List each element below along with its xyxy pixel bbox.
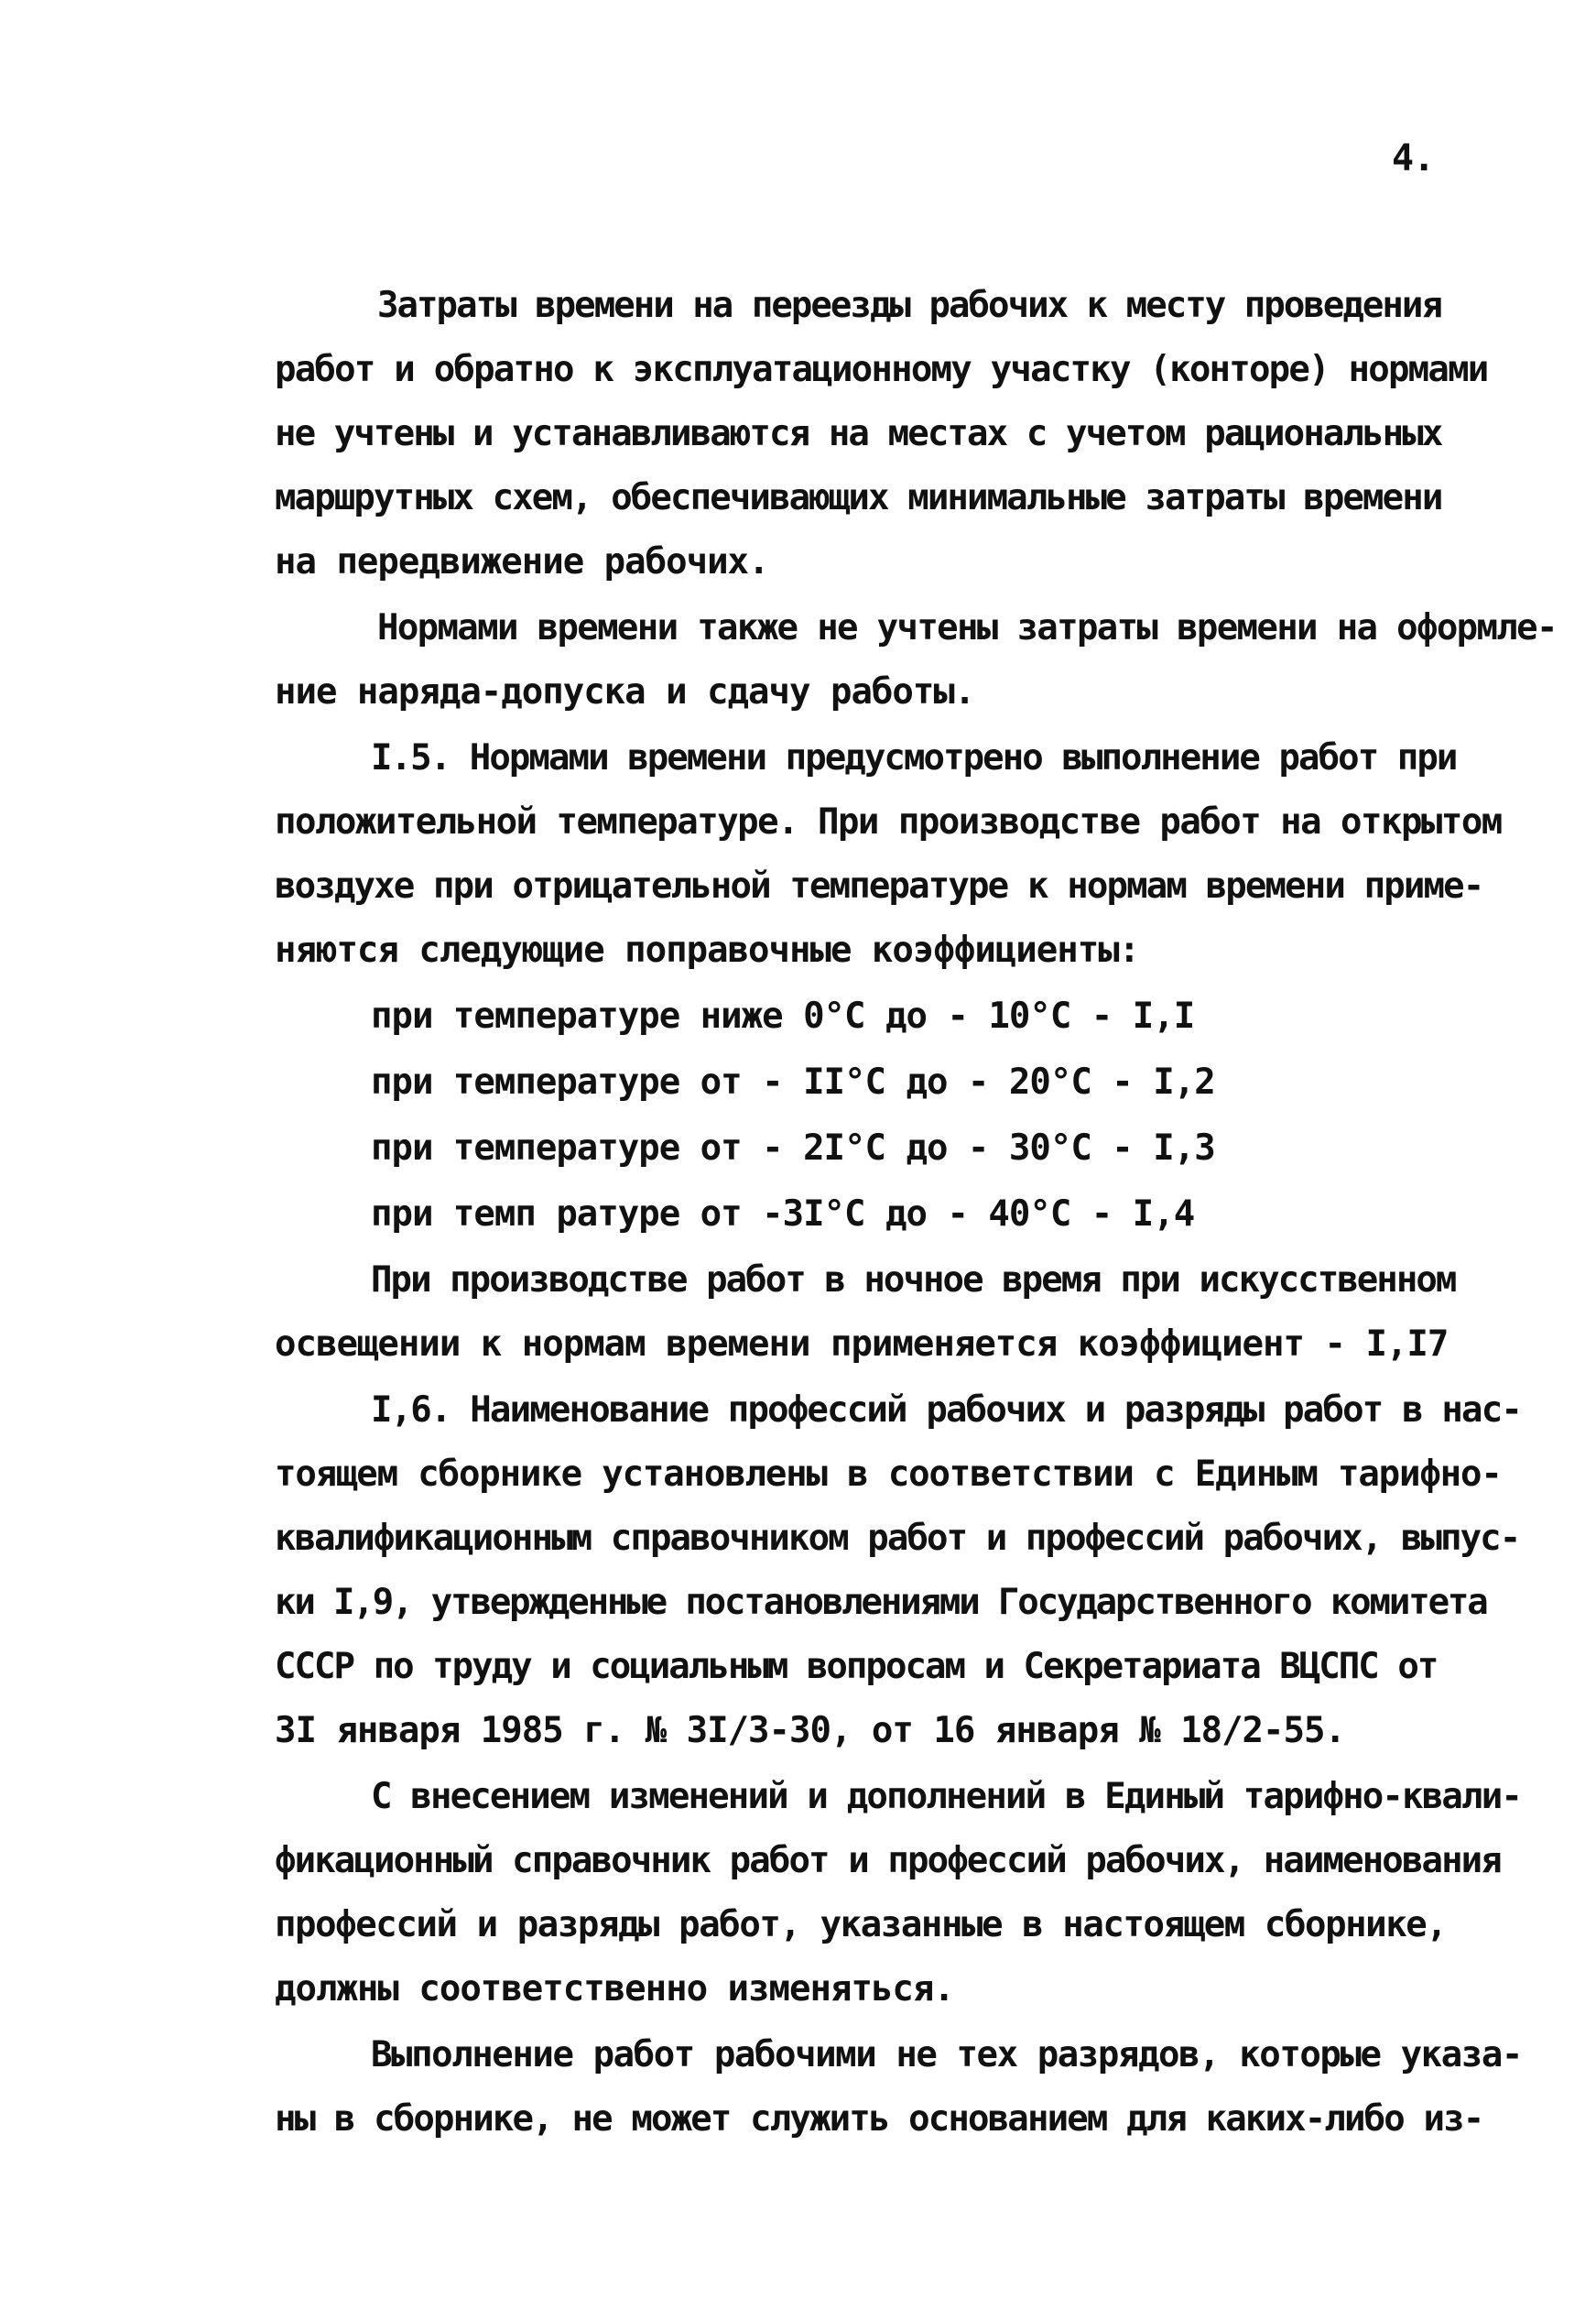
text-line: не учтены и устанавливаются на местах с учетом рациональных <box>275 413 1442 454</box>
text-line: фикационный справочник работ и профессий рабочих, наименования <box>275 1840 1501 1881</box>
text-line: квалификационным справочником работ и профессий рабочих, выпус- <box>275 1518 1520 1559</box>
text-line: воздухе при отрицательной температуре к нормам времени приме- <box>275 866 1483 907</box>
text-line: должны соответственно изменяться. <box>275 1968 954 2010</box>
text-line: С внесением изменений и дополнений в Единый тарифно-квали- <box>371 1776 1522 1817</box>
text-line: Затраты времени на переезды рабочих к месту проведения <box>377 285 1441 326</box>
text-line: ки I,9, утвержденные постановлениями Государственного комитета <box>275 1582 1487 1623</box>
text-line: няются следующие поправочные коэффициенты: <box>275 930 1140 971</box>
text-line: профессий и разряды работ, указанные в настоящем сборнике, <box>275 1904 1447 1945</box>
text-line: при температуре ниже 0°С до - 10°С - I,I <box>371 996 1195 1037</box>
text-line: ние наряда-допуска и сдачу работы. <box>275 671 975 713</box>
text-line: Нормами времени также не учтены затраты времени на оформле- <box>377 607 1557 648</box>
page-number: 4. <box>1392 137 1435 180</box>
text-line: 3I января 1985 г. № 3I/3-30, от 16 января № 18/2-55. <box>275 1710 1345 1751</box>
text-line: СССР по труду и социальным вопросам и Секретариата ВЦСПС от <box>275 1646 1438 1687</box>
text-line: I.5. Нормами времени предусмотрено выполнение работ при <box>371 737 1457 779</box>
text-line: маршрутных схем, обеспечивающих минимальные затраты времени <box>275 477 1442 518</box>
text-line: при температуре от - II°С до - 20°С - I,2 <box>371 1062 1215 1103</box>
text-line: освещении к нормам времени применяется коэффициент - I,I7 <box>275 1323 1449 1365</box>
text-line: положительной температуре. При производстве работ на открытом <box>275 801 1502 843</box>
text-line: при темп ратуре от -3I°С до - 40°С - I,4 <box>371 1193 1195 1235</box>
text-line: При производстве работ в ночное время при искусственном <box>371 1259 1456 1301</box>
text-line: работ и обратно к эксплуатационному участку (конторе) нормами <box>275 349 1488 390</box>
text-line: тоящем сборнике установлены в соответствии с Единым тарифно- <box>275 1454 1502 1495</box>
text-line: на передвижение рабочих. <box>275 541 769 583</box>
text-line: I,6. Наименование профессий рабочих и разряды работ в нас- <box>371 1389 1522 1431</box>
text-line: ны в сборнике, не может служить основанием для каких-либо из- <box>275 2098 1483 2140</box>
text-line: при температуре от - 2I°С до - 30°С - I,3 <box>371 1127 1215 1169</box>
text-line: Выполнение работ рабочими не тех разрядов, которые указа- <box>371 2034 1522 2075</box>
